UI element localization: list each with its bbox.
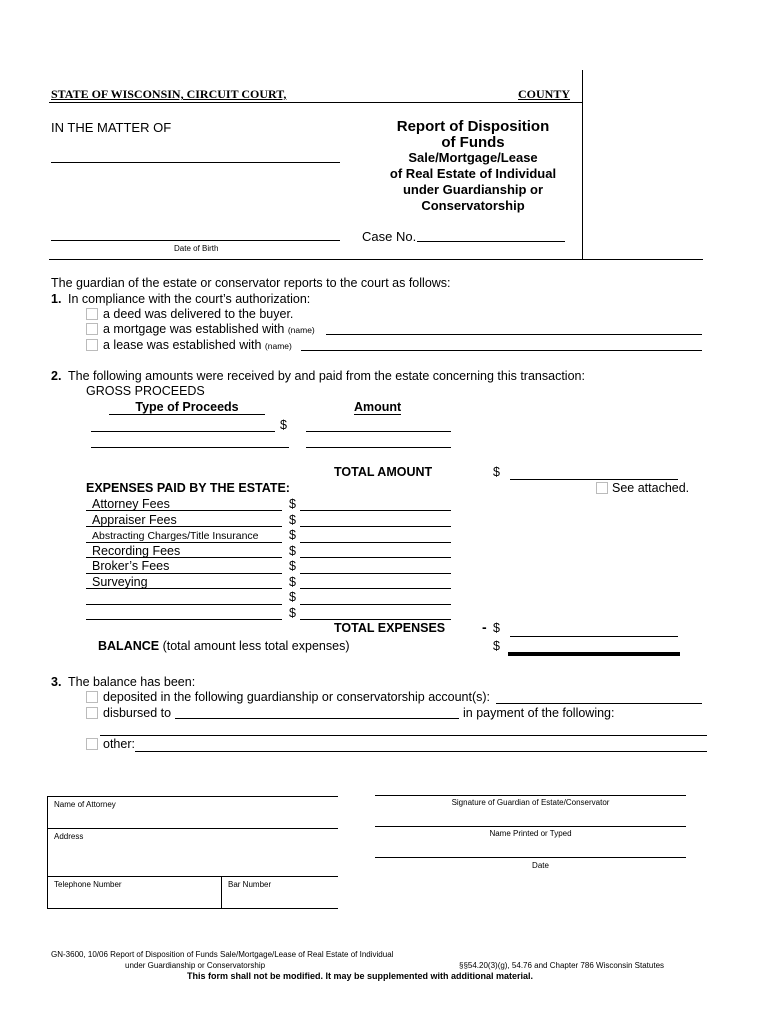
- expense-label-rule: [86, 510, 282, 511]
- form-subtitle-line1: Sale/Mortgage/Lease: [408, 150, 538, 165]
- proceeds-amount-field-1[interactable]: [306, 431, 451, 432]
- total-amount-dollar: $: [493, 465, 500, 479]
- proceeds-amount-field-2[interactable]: [306, 447, 451, 448]
- balance-label: BALANCE (total amount less total expenses): [98, 639, 350, 653]
- modification-notice: This form shall not be modified. It may be supplemented with additional material.: [187, 971, 534, 981]
- other-expense-amount-field-2[interactable]: [300, 619, 451, 620]
- form-title-line1: Report of Disposition: [396, 118, 550, 135]
- expense-label-brokers-fees: Broker’s Fees: [92, 559, 170, 573]
- total-expenses-dollar: $: [493, 621, 500, 635]
- balance-dollar: $: [493, 639, 500, 653]
- deed-delivered-label: a deed was delivered to the buyer.: [103, 307, 294, 321]
- expense-label-attorney-fees: Attorney Fees: [92, 497, 170, 511]
- expense-label-abstracting: Abstracting Charges/Title Insurance: [92, 530, 259, 542]
- deposited-label: deposited in the following guardianship or conservatorship account(s):: [103, 690, 491, 704]
- court-heading: STATE OF WISCONSIN, CIRCUIT COURT,: [51, 87, 287, 101]
- date-of-birth-label: Date of Birth: [174, 244, 219, 253]
- other-label: other:: [103, 737, 135, 751]
- section2-number: 2.: [51, 369, 62, 383]
- minus-sign: -: [482, 619, 487, 635]
- deposited-checkbox[interactable]: [86, 691, 98, 703]
- other-field[interactable]: [135, 751, 707, 752]
- name-printed-field[interactable]: [375, 826, 686, 827]
- other-expense-label-field-2[interactable]: [86, 619, 282, 620]
- county-label: COUNTY: [518, 87, 571, 101]
- expense-label-rule: [86, 526, 282, 527]
- disbursed-label: disbursed to: [103, 706, 172, 720]
- matter-name-field[interactable]: [51, 162, 340, 163]
- gross-proceeds-label: GROSS PROCEEDS: [86, 384, 205, 398]
- expense-dollar: $: [289, 606, 296, 620]
- section3-number: 3.: [51, 675, 62, 689]
- expense-dollar: $: [289, 497, 296, 511]
- form-subtitle-line2: of Real Estate of Individual: [389, 166, 557, 181]
- date-label: Date: [532, 861, 549, 870]
- mortgage-established-label: a mortgage was established with (name): [103, 322, 315, 336]
- address-field[interactable]: [47, 876, 338, 877]
- balance-field[interactable]: [508, 652, 680, 656]
- expense-label-appraiser-fees: Appraiser Fees: [92, 513, 177, 527]
- expenses-header: EXPENSES PAID BY THE ESTATE:: [86, 481, 290, 495]
- proceeds-dollar-sign: $: [280, 418, 287, 432]
- header-divider: [582, 70, 583, 260]
- amount-header: Amount: [354, 400, 402, 414]
- bar-number-label: Bar Number: [228, 880, 272, 889]
- other-expense-amount-field-1[interactable]: [300, 604, 451, 605]
- section3-text: The balance has been:: [68, 675, 196, 689]
- expense-dollar: $: [289, 528, 296, 542]
- deed-delivered-checkbox[interactable]: [86, 308, 98, 320]
- total-expenses-label: TOTAL EXPENSES: [334, 621, 446, 635]
- section1-text: In compliance with the court’s authorization:: [68, 292, 311, 306]
- form-subtitle-line3: under Guardianship or: [402, 182, 544, 197]
- brokers-fees-field[interactable]: [300, 573, 451, 574]
- expense-label-surveying: Surveying: [92, 575, 148, 589]
- total-expenses-field[interactable]: [510, 636, 678, 637]
- expense-label-rule: [86, 573, 282, 574]
- type-of-proceeds-header: Type of Proceeds: [109, 400, 265, 415]
- lease-name-field[interactable]: [301, 350, 702, 351]
- appraiser-fees-field[interactable]: [300, 526, 451, 527]
- payment-description-field[interactable]: [100, 735, 707, 736]
- intro-text: The guardian of the estate or conservator reports to the court as follows:: [51, 276, 451, 290]
- form-number-line2: under Guardianship or Conservatorship: [125, 961, 266, 970]
- expense-label-recording-fees: Recording Fees: [92, 544, 181, 558]
- expense-label-rule: [86, 557, 282, 558]
- disbursed-checkbox[interactable]: [86, 707, 98, 719]
- expense-label-rule: [86, 542, 282, 543]
- expense-dollar: $: [289, 590, 296, 604]
- date-of-birth-field[interactable]: [51, 240, 340, 241]
- lease-established-checkbox[interactable]: [86, 339, 98, 351]
- expense-label-rule: [86, 588, 282, 589]
- see-attached-label: See attached.: [612, 481, 690, 495]
- name-of-attorney-label: Name of Attorney: [54, 800, 116, 809]
- disbursed-to-field[interactable]: [175, 718, 459, 719]
- section2-text: The following amounts were received by and paid from the estate concerning this transaction:: [68, 369, 585, 383]
- form-subtitle-line4: Conservatorship: [421, 198, 525, 213]
- attorney-name-field[interactable]: [47, 828, 338, 829]
- mortgage-established-checkbox[interactable]: [86, 323, 98, 335]
- telephone-label: Telephone Number: [54, 880, 122, 889]
- header-rule: [49, 102, 583, 103]
- see-attached-checkbox[interactable]: [596, 482, 608, 494]
- date-field[interactable]: [375, 857, 686, 858]
- expense-dollar: $: [289, 559, 296, 573]
- case-no-field[interactable]: [417, 241, 565, 242]
- in-the-matter-label: IN THE MATTER OF: [51, 120, 172, 135]
- total-amount-label: TOTAL AMOUNT: [334, 465, 433, 479]
- statutes-reference: §§54.20(3)(g), 54.76 and Chapter 786 Wisconsin Statutes: [459, 961, 665, 970]
- lease-established-label: a lease was established with (name): [103, 338, 292, 352]
- total-amount-field[interactable]: [510, 479, 678, 480]
- proceeds-type-field-2[interactable]: [91, 447, 289, 448]
- proceeds-type-field-1[interactable]: [91, 431, 275, 432]
- expense-dollar: $: [289, 544, 296, 558]
- recording-fees-field[interactable]: [300, 557, 451, 558]
- account-field[interactable]: [496, 703, 702, 704]
- attorney-fees-field[interactable]: [300, 510, 451, 511]
- name-printed-label: Name Printed or Typed: [489, 829, 572, 838]
- form-title-line2: of Funds: [441, 134, 505, 151]
- attorney-info-box: [47, 796, 338, 909]
- other-checkbox[interactable]: [86, 738, 98, 750]
- other-expense-label-field-1[interactable]: [86, 604, 282, 605]
- expense-dollar: $: [289, 575, 296, 589]
- case-no-label: Case No.: [362, 229, 417, 244]
- address-label: Address: [54, 832, 84, 841]
- in-payment-label: in payment of the following:: [463, 706, 615, 720]
- abstracting-field[interactable]: [300, 542, 451, 543]
- expense-dollar: $: [289, 513, 296, 527]
- mortgage-name-field[interactable]: [326, 334, 702, 335]
- header-bottom-rule: [49, 259, 703, 260]
- form-number-line1: GN-3600, 10/06 Report of Disposition of Funds Sale/Mortgage/Lease of Real Estate of Individual: [51, 950, 394, 959]
- surveying-field[interactable]: [300, 588, 451, 589]
- section1-number: 1.: [51, 292, 62, 306]
- signature-field[interactable]: [375, 795, 686, 796]
- phone-bar-divider: [221, 877, 222, 908]
- signature-label: Signature of Guardian of Estate/Conservator: [451, 798, 610, 807]
